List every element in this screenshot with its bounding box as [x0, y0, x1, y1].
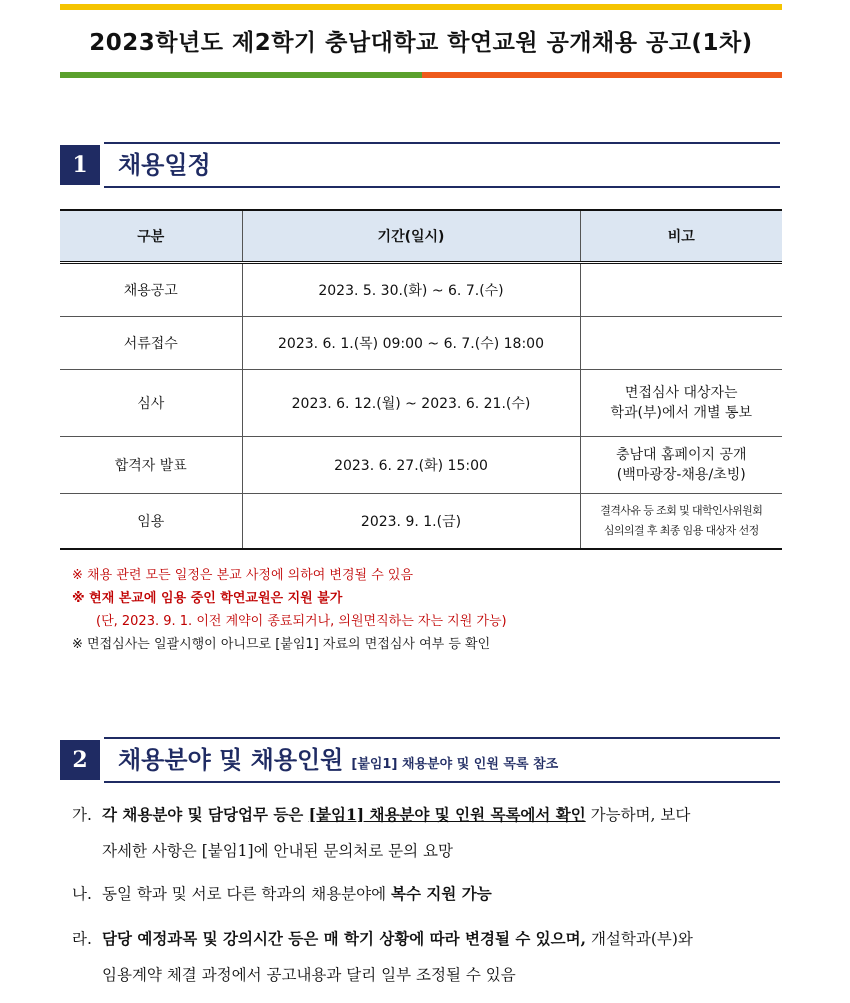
row-note-line2: 학과(부)에서 개별 통보 [610, 404, 753, 421]
row-category: 채용공고 [60, 262, 242, 316]
paragraph-na-text: 동일 학과 및 서로 다른 학과의 채용분야에 [102, 885, 392, 903]
row-period: 2023. 6. 1.(목) 09:00 ~ 6. 7.(수) 18:00 [242, 316, 580, 369]
row-note-line1: 결격사유 등 조회 및 대학인사위원회 [600, 503, 763, 517]
paragraph-ga-underline: [붙임1] 채용분야 및 인원 목록에서 확인 [308, 805, 586, 824]
section-2-title-text: 채용분야 및 채용인원 [118, 746, 344, 774]
section-1-line-bottom [104, 186, 780, 188]
table-row [60, 493, 782, 549]
row-note [580, 316, 782, 369]
section-2-line-bottom [104, 781, 780, 783]
paragraph-na-label: 나. [72, 885, 92, 903]
header-category: 구분 [60, 210, 242, 262]
paragraph-da-bold: 담당 예정과목 및 강의시간 등은 매 학기 상황에 따라 변경될 수 있으며, [102, 929, 587, 948]
row-note-line1: 면접심사 대상자는 [624, 384, 738, 401]
paragraph-ga-label: 가. [72, 806, 92, 824]
table-row [60, 436, 782, 493]
page-title: 2023학년도 제2학기 충남대학교 학연교원 공개채용 공고(1차) [89, 30, 753, 56]
note-2: ※ 현재 본교에 임용 중인 학연교원은 지원 불가 [72, 591, 343, 606]
schedule-notes [72, 564, 792, 656]
note-1: ※ 채용 관련 모든 일정은 본교 사정에 의하여 변경될 수 있음 [72, 568, 414, 583]
paragraph-da-line2: 임용계약 체결 과정에서 공고내용과 달리 일부 조정될 수 있음 [102, 966, 516, 984]
schedule-table [60, 209, 782, 550]
paragraph-na [72, 876, 792, 912]
section-1-line-top [104, 142, 780, 144]
paragraph-da-rest: 개설학과(부)와 [586, 930, 693, 948]
paragraph-da-line1 [72, 921, 792, 957]
section-1-title: 채용일정 [118, 151, 211, 179]
row-period: 2023. 6. 27.(화) 15:00 [242, 436, 580, 493]
paragraph-ga [72, 797, 792, 869]
paragraph-na-bold: 복수 지원 가능 [391, 884, 492, 903]
title-banner [60, 4, 782, 76]
paragraph-ga-line1 [72, 797, 792, 833]
section-2-subtitle: [붙임1] 채용분야 및 인원 목록 참조 [351, 757, 559, 772]
row-note [580, 493, 782, 549]
title-bottom-bar-orange [422, 72, 782, 78]
table-row [60, 316, 782, 369]
header-note: 비고 [580, 210, 782, 262]
paragraph-ga-bold: 각 채용분야 및 담당업무 등은 [102, 805, 309, 824]
header-period: 기간(일시) [242, 210, 580, 262]
paragraph-ga-rest: 가능하며, 보다 [585, 806, 691, 824]
paragraph-ga-line2: 자세한 사항은 [붙임1]에 안내된 문의처로 문의 요망 [102, 842, 453, 860]
paragraph-da [72, 921, 792, 993]
row-note-line2: (백마광장-채용/초빙) [616, 466, 746, 483]
row-category: 합격자 발표 [60, 436, 242, 493]
note-3: ※ 면접심사는 일괄시행이 아니므로 [붙임1] 자료의 면접심사 여부 등 확인 [72, 637, 491, 652]
row-note [580, 262, 782, 316]
row-category: 서류접수 [60, 316, 242, 369]
table-row [60, 369, 782, 436]
title-bottom-bar-green [60, 72, 422, 78]
paragraph-na-line1 [72, 876, 792, 912]
section-2-header [60, 737, 780, 783]
section-2-number: 2 [60, 740, 100, 780]
row-note [580, 369, 782, 436]
schedule-header-row [60, 210, 782, 262]
row-note-line1: 충남대 홈페이지 공개 [615, 446, 747, 463]
row-note [580, 436, 782, 493]
row-category: 심사 [60, 369, 242, 436]
section-2-title [118, 740, 558, 780]
section-1-header [60, 142, 780, 188]
row-period: 2023. 9. 1.(금) [242, 493, 580, 549]
row-category: 임용 [60, 493, 242, 549]
note-2-sub: (단, 2023. 9. 1. 이전 계약이 종료되거나, 의원면직하는 자는 지원 가능) [96, 614, 507, 629]
row-period: 2023. 6. 12.(월) ~ 2023. 6. 21.(수) [242, 369, 580, 436]
row-period: 2023. 5. 30.(화) ~ 6. 7.(수) [242, 262, 580, 316]
section-1-number: 1 [60, 145, 100, 185]
title-top-bar [60, 4, 782, 10]
section-2-line-top [104, 737, 780, 739]
row-note-line2: 심의의결 후 최종 임용 대상자 선정 [603, 523, 759, 537]
paragraph-da-label: 라. [72, 930, 92, 948]
table-row [60, 262, 782, 316]
